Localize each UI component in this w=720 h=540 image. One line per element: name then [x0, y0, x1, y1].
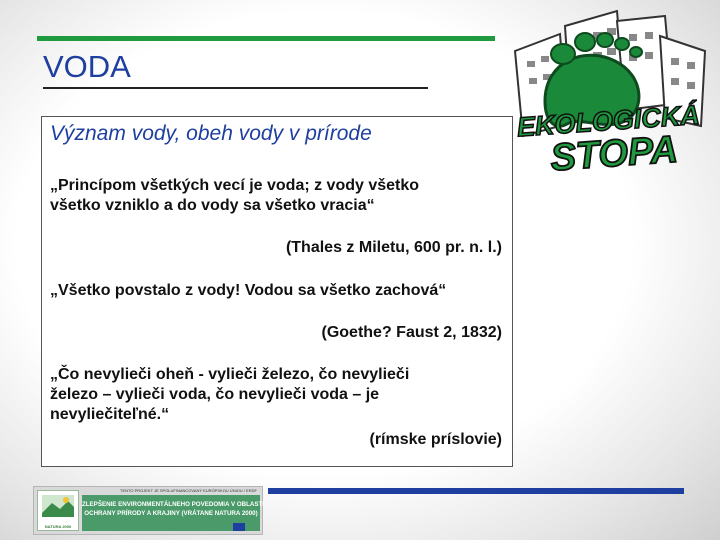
svg-text:STOPA: STOPA — [549, 128, 680, 180]
footer-project-banner — [33, 486, 263, 535]
natura-2000-logo-icon — [37, 490, 79, 531]
quote-source-thales: (Thales z Miletu, 600 pr. n. l.) — [285, 239, 502, 256]
content-box — [41, 116, 513, 467]
eu-flag-icon — [233, 523, 245, 531]
svg-text:EKOLOGICKÁ: EKOLOGICKÁ — [516, 99, 701, 143]
title-underline — [43, 87, 428, 89]
project-title-line-2: OCHRANY PRÍRODY A KRAJINY (VRÁTANE NATURA 2000) — [84, 510, 258, 517]
quote-text-proverb: „Čo nevylieči oheň - vylieči železo, čo nevylieči železo – vylieči voda, čo nevylieči voda – je nevyliečiteľné.“ — [50, 366, 410, 423]
natura-logo-label: NATURA 2000 — [44, 524, 72, 529]
footer-blue-bar — [268, 488, 684, 494]
project-title-line-1: ZLEPŠENIE ENVIRONMENTÁLNEHO POVEDOMIA V OBLASTI — [82, 501, 264, 508]
top-green-rule — [37, 36, 495, 41]
quote-source-proverb: (rímske príslovie) — [369, 431, 502, 448]
slide-title: VODA — [43, 49, 131, 84]
quote-source-goethe: (Goethe? Faust 2, 1832) — [321, 324, 502, 341]
slide-subtitle: Význam vody, obeh vody v prírode — [50, 122, 372, 145]
quote-text-goethe: „Všetko povstalo z vody! Vodou sa všetko zachová“ — [50, 282, 447, 299]
quote-text-thales: „Princípom všetkých vecí je voda; z vody všetko všetko vzniklo a do vody sa všetko vracia“ — [50, 177, 420, 214]
eu-cofinancing-notice: TENTO PROJEKT JE SPOLUFINANCOVANÝ EURÓPSKOU ÚNIOU / ERDF — [120, 488, 257, 493]
ekologicka-stopa-logo-icon — [505, 6, 717, 191]
